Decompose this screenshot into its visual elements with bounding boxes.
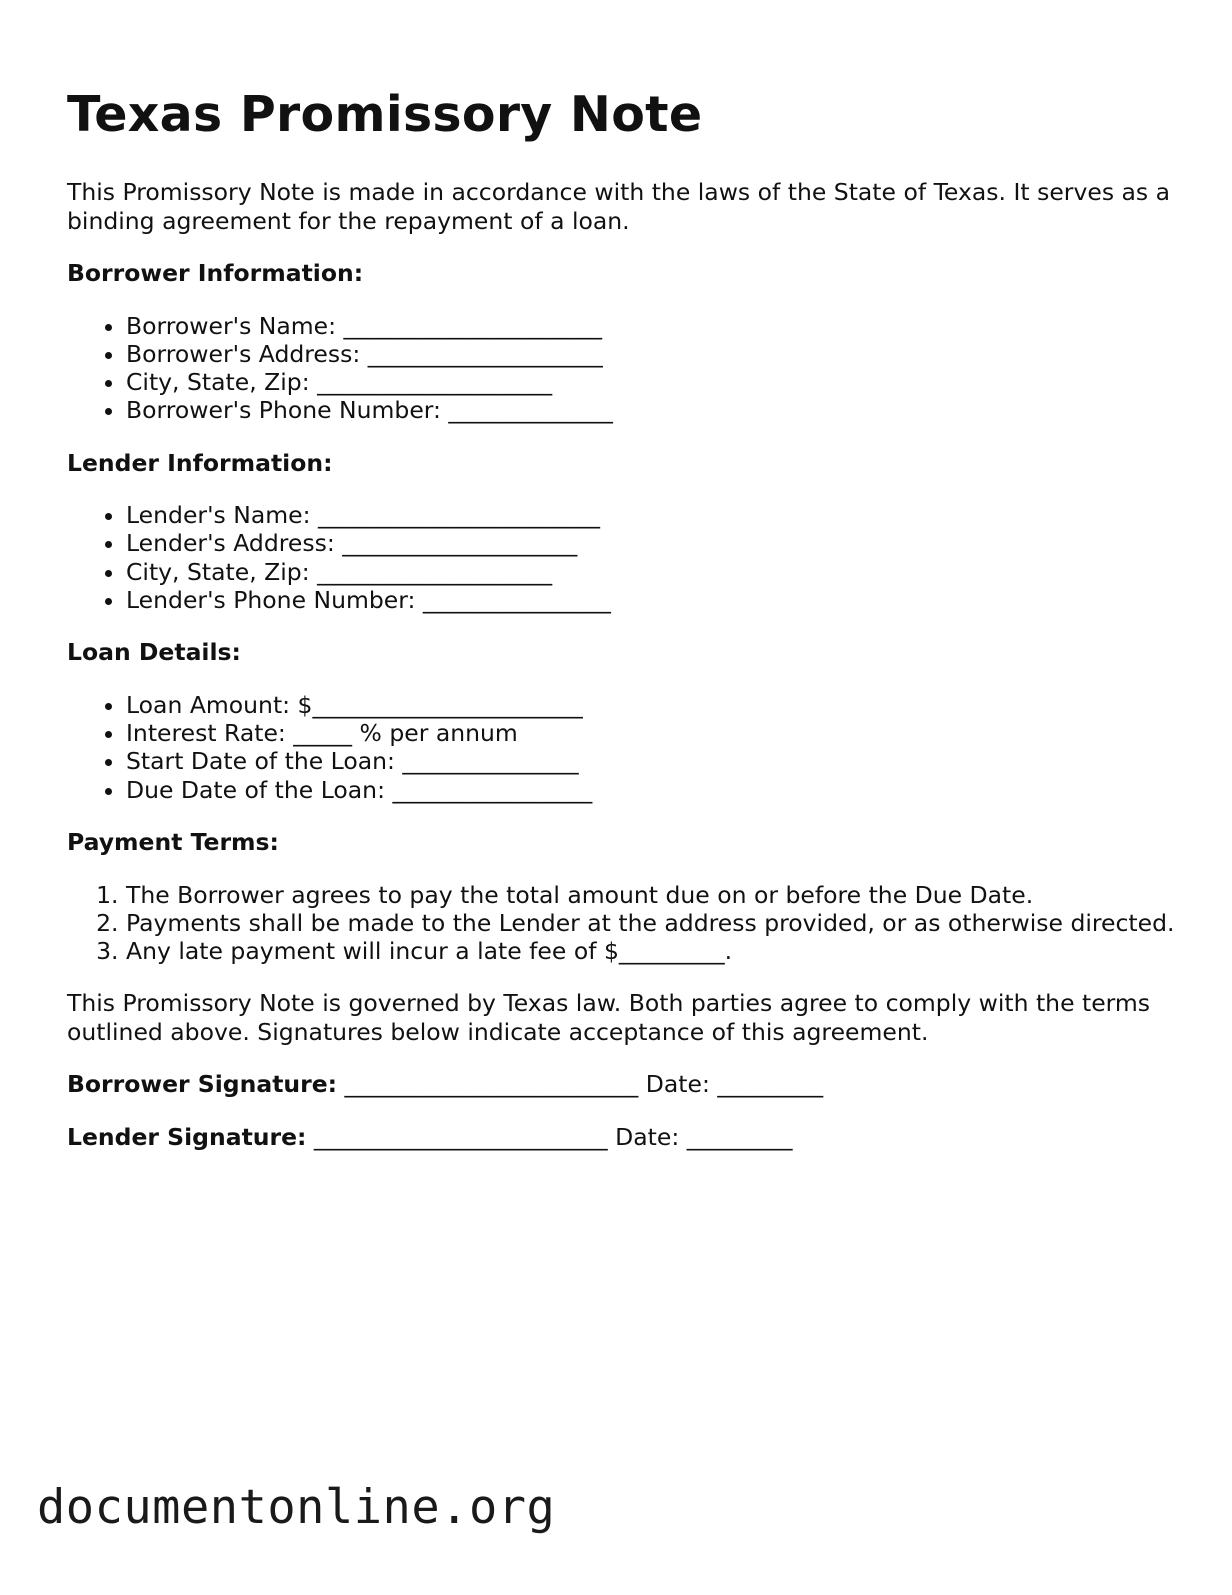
borrower-signature-label: Borrower Signature: [67,1070,338,1099]
document-title: Texas Promissory Note [67,86,703,143]
lender-city-state-zip-field: • City, State, Zip: ____________________ [126,558,1177,586]
closing-paragraph: This Promissory Note is governed by Texas law. Both parties agree to comply with the terms outlined above. Signatures below indicate acceptance of this agreement. [67,989,1151,1046]
lender-address-field: • Lender's Address: ____________________ [126,529,1177,557]
lender-signature-date: Date: _________ [615,1122,793,1151]
loan-fields-list [67,691,1177,804]
payment-term-item: 2. Payments shall be made to the Lender at the address provided, or as otherwise directed. [126,909,1177,937]
intro-paragraph: This Promissory Note is made in accordance with the laws of the State of Texas. It serves as a binding agreement for the repayment of a loan. [67,178,1171,235]
loan-section-heading: Loan Details: [67,638,241,667]
lender-name-field: • Lender's Name: ________________________ [126,501,1177,529]
lender-signature-line [67,1123,1177,1152]
payment-term-item: 3. Any late payment will incur a late fee of $_________. [126,937,1177,965]
borrower-address-field: • Borrower's Address: ____________________ [126,340,1177,368]
borrower-fields-list [67,312,1177,425]
borrower-name-field: • Borrower's Name: ______________________ [126,312,1177,340]
borrower-section-heading: Borrower Information: [67,259,364,287]
payment-terms-list [67,881,1177,966]
lender-phone-field: • Lender's Phone Number: ________________ [126,586,1177,614]
lender-signature-label: Lender Signature: [67,1122,307,1151]
start-date-field: • Start Date of the Loan: _______________ [126,747,1177,775]
lender-section-heading: Lender Information: [67,448,333,477]
lender-signature-blank: _________________________ [306,1122,616,1151]
watermark-text: documentonline.org [37,1480,556,1535]
payment-term-item: 1. The Borrower agrees to pay the total amount due on or before the Due Date. [126,881,1177,909]
borrower-signature-line [67,1070,1177,1099]
borrower-signature-blank: _________________________ [337,1070,646,1099]
borrower-signature-date: Date: _________ [645,1070,824,1099]
loan-amount-field: • Loan Amount: $_______________________ [126,691,1177,719]
due-date-field: • Due Date of the Loan: _________________ [126,776,1177,804]
interest-rate-field: • Interest Rate: _____ % per annum [126,719,1177,747]
document-page [67,0,1177,1151]
borrower-city-state-zip-field: • City, State, Zip: ____________________ [126,368,1177,396]
borrower-phone-field: • Borrower's Phone Number: ______________ [126,396,1177,424]
lender-fields-list [67,501,1177,614]
payment-section-heading: Payment Terms: [67,828,279,857]
